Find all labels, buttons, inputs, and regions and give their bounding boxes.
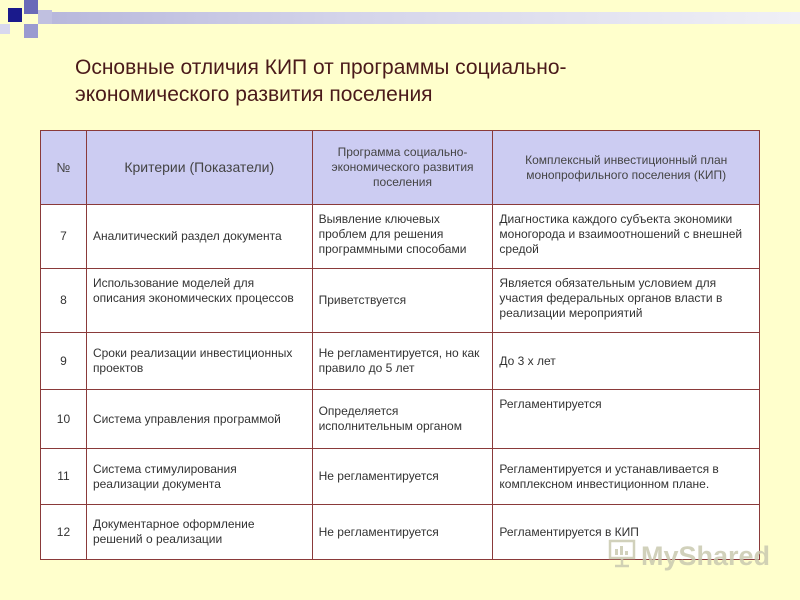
cell-kip: До 3 х лет: [493, 333, 760, 390]
cell-number: 11: [41, 449, 87, 505]
cell-number: 7: [41, 205, 87, 269]
slide-title: Основные отличия КИП от программы социально-экономического развития поселения: [75, 56, 567, 106]
cell-number: 10: [41, 390, 87, 449]
presentation-board-icon: [607, 538, 641, 575]
decor-square: [0, 24, 10, 34]
cell-kip: Регламентируется в КИП: [493, 505, 760, 560]
decor-square: [24, 0, 38, 14]
cell-kip: Регламентируется и устанавливается в комплексном инвестиционном плане.: [493, 449, 760, 505]
cell-kip: Является обязательным условием для участия федеральных органов власти в реализации мероприятий: [493, 269, 760, 333]
cell-number: 12: [41, 505, 87, 560]
table-header-row: [41, 131, 760, 205]
header-number: №: [41, 131, 87, 205]
decor-square: [24, 24, 38, 38]
table-row: [41, 269, 760, 333]
cell-program: Определяется исполнительным органом: [312, 390, 493, 449]
cell-number: 9: [41, 333, 87, 390]
table-row: [41, 390, 760, 449]
header-program: Программа социально-экономического развития поселения: [312, 131, 493, 205]
cell-criteria: Документарное оформление решений о реализации: [86, 505, 312, 560]
table-row: [41, 333, 760, 390]
decor-header-bar: [52, 12, 800, 24]
cell-program: Выявление ключевых проблем для решения программными способами: [312, 205, 493, 269]
header-kip: Комплексный инвестиционный план монопрофильного поселения (КИП): [493, 131, 760, 205]
comparison-table: [40, 130, 760, 560]
cell-number: 8: [41, 269, 87, 333]
watermark-text: MyShared: [641, 541, 771, 571]
watermark: [607, 538, 770, 575]
cell-kip: Регламентируется: [493, 390, 760, 449]
cell-criteria: Сроки реализации инвестиционных проектов: [86, 333, 312, 390]
cell-criteria: Система стимулирования реализации документа: [86, 449, 312, 505]
cell-program: Приветствуется: [312, 269, 493, 333]
cell-criteria: Использование моделей для описания экономических процессов: [86, 269, 312, 333]
table-row: [41, 449, 760, 505]
cell-program: Не регламентируется: [312, 449, 493, 505]
cell-kip: Диагностика каждого субъекта экономики моногорода и взаимоотношений с внешней средой: [493, 205, 760, 269]
cell-criteria: Аналитический раздел документа: [86, 205, 312, 269]
cell-program: Не регламентируется: [312, 505, 493, 560]
cell-program: Не регламентируется, но как правило до 5 лет: [312, 333, 493, 390]
decor-square: [38, 10, 52, 24]
cell-criteria: Система управления программой: [86, 390, 312, 449]
decor-square: [8, 8, 22, 22]
header-criteria: Критерии (Показатели): [86, 131, 312, 205]
table-row: [41, 205, 760, 269]
